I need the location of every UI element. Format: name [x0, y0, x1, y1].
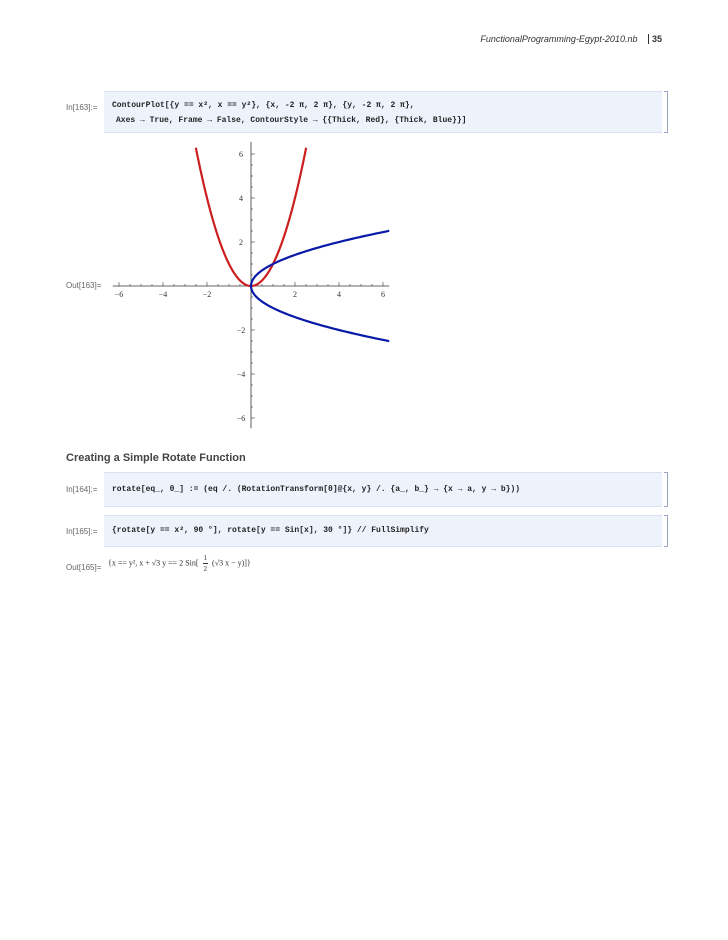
plot-curves: [196, 148, 389, 341]
notebook-filename: FunctionalProgramming-Egypt-2010.nb: [480, 34, 638, 44]
in165-input-cell[interactable]: [104, 515, 662, 547]
y-tick-label: −4: [236, 370, 246, 379]
in165-label: In[165]:=: [66, 527, 98, 536]
y-tick-label: 4: [239, 194, 243, 203]
x-tick-label: −4: [158, 290, 168, 299]
out163-label: Out[163]=: [66, 281, 102, 290]
in165-cell-bracket[interactable]: [664, 515, 668, 547]
in164-code[interactable]: rotate[eq_, θ_] := (eq /. (RotationTransform[θ]@{x, y} /. {a_, b_} → {x → a, y → b})): [112, 485, 521, 494]
out165-result: [108, 553, 251, 574]
y-tick-label: 6: [239, 150, 243, 159]
out165-part1: {x == y², x + √3 y == 2 Sin[: [108, 558, 199, 568]
fraction-numerator: 1: [203, 554, 208, 562]
out165-part2: (√3 x − y)]}: [212, 558, 251, 568]
y-tick-label: −2: [236, 326, 246, 335]
in163-label: In[163]:=: [66, 103, 98, 112]
in164-label: In[164]:=: [66, 485, 98, 494]
in164-cell-bracket[interactable]: [664, 472, 668, 507]
x-tick-label: 6: [381, 290, 385, 299]
in165-code[interactable]: {rotate[y == x², 90 °], rotate[y == Sin[x], 30 °]} // FullSimplify: [112, 526, 429, 535]
x-tick-label: −6: [114, 290, 124, 299]
y-tick-label: 2: [239, 238, 243, 247]
page-number: 35: [648, 34, 662, 44]
out165-fraction: [203, 553, 209, 574]
fraction-denominator: 2: [203, 565, 208, 573]
x-tick-label: 4: [337, 290, 341, 299]
x-tick-label: 2: [293, 290, 297, 299]
x-tick-label: −2: [202, 290, 212, 299]
section-title: Creating a Simple Rotate Function: [66, 452, 246, 464]
y-tick-label: −6: [236, 414, 246, 423]
in163-code-line2[interactable]: Axes → True, Frame → False, ContourStyle → {{Thick, Red}, {Thick, Blue}}]: [116, 116, 467, 125]
in164-input-cell[interactable]: [104, 472, 662, 507]
out165-label: Out[165]=: [66, 563, 102, 572]
in163-code-line1[interactable]: ContourPlot[{y == x², x == y²}, {x, -2 π, 2 π}, {y, -2 π, 2 π},: [112, 101, 415, 110]
